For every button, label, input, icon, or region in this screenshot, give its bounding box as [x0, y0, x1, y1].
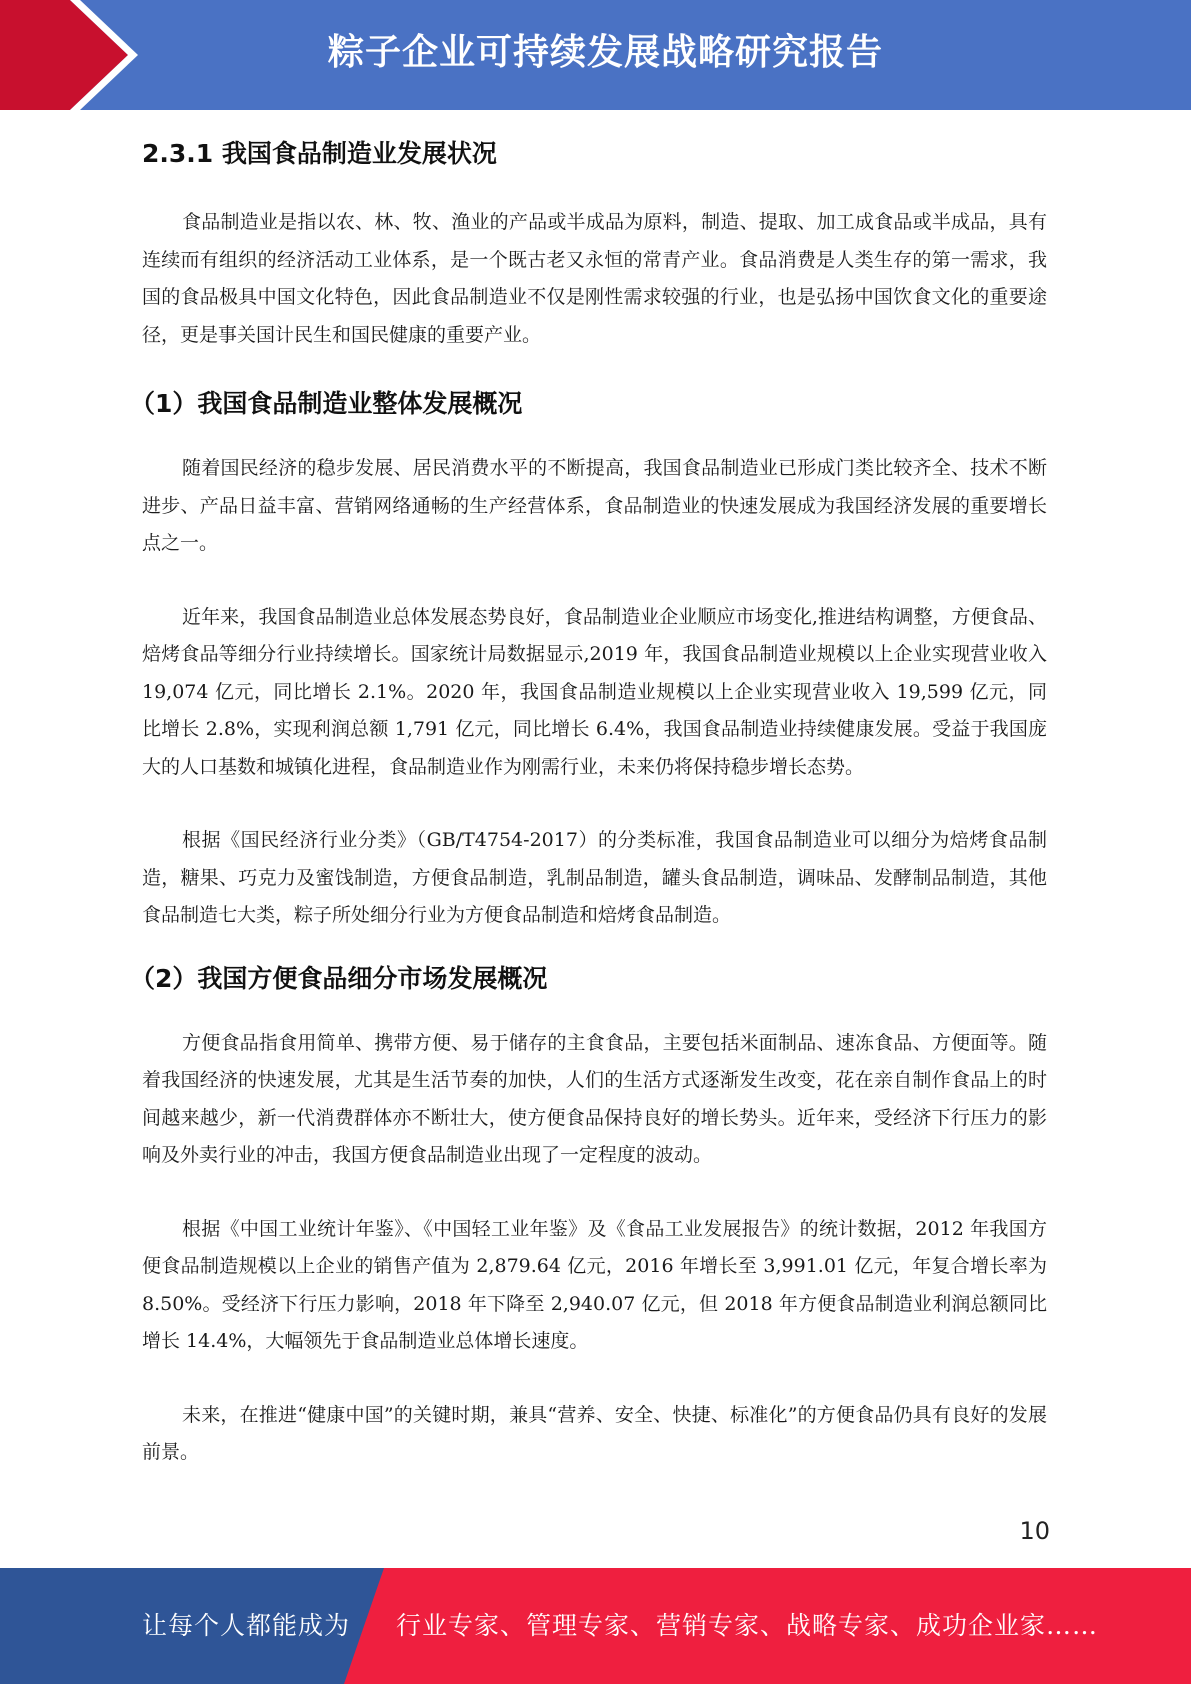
main-content	[130, 122, 1047, 1472]
paragraph: 随着国民经济的稳步发展、居民消费水平的不断提高，我国食品制造业已形成门类比较齐全、技术不断进步、产品日益丰富、营销网络通畅的生产经营体系，食品制造业的快速发展成为我国经济发展的重要增长点之一。	[142, 457, 1047, 554]
report-title: 粽子企业可持续发展战略研究报告	[327, 32, 883, 73]
page-footer	[0, 1568, 1191, 1684]
paragraph: 方便食品指食用简单、携带方便、易于储存的主食食品，主要包括米面制品、速冻食品、方便面等。随着我国经济的快速发展，尤其是生活节奏的加快，人们的生活方式逐渐发生改变，花在亲自制作食品上的时间越来越少，新一代消费群体亦不断壮大，使方便食品保持良好的增长势头。近年来，受经济下行压力的影响及外卖行业的冲击，我国方便食品制造业出现了一定程度的波动。	[142, 1031, 1047, 1166]
subsection-title-2: （2）我国方便食品细分市场发展概况	[130, 963, 548, 993]
paragraph: 根据《国民经济行业分类》（GB/T4754-2017）的分类标准，我国食品制造业可以细分为焙烤食品制造，糖果、巧克力及蜜饯制造，方便食品制造，乳制品制造，罐头食品制造，调味品、发酵制品制造，其他食品制造七大类，粽子所处细分行业为方便食品制造和焙烤食品制造。	[142, 829, 1047, 926]
page-number: 10	[1019, 1517, 1050, 1545]
paragraph: 未来，在推进“健康中国”的关键时期，兼具“营养、安全、快捷、标准化”的方便食品仍具有良好的发展前景。	[142, 1403, 1047, 1463]
paragraph: 根据《中国工业统计年鉴》、《中国轻工业年鉴》及《食品工业发展报告》的统计数据，2012 年我国方便食品制造规模以上企业的销售产值为 2,879.64 亿元，2016 年增长至 3,991.01 亿元，年复合增长率为 8.50%。受经济下行压力影响，2018 年下降至 2,940.07 亿元，但 2018 年方便食品制造业利润总额同比增长 14.4%，大幅领先于食品制造业总体增长速度。	[142, 1217, 1047, 1352]
section-intro-paragraph: 食品制造业是指以农、林、牧、渔业的产品或半成品为原料，制造、提取、加工成食品或半成品，具有连续而有组织的经济活动工业体系，是一个既古老又永恒的常青产业。食品消费是人类生存的第一需求，我国的食品极具中国文化特色，因此食品制造业不仅是刚性需求较强的行业，也是弘扬中国饮食文化的重要途径，更是事关国计民生和国民健康的重要产业。	[142, 211, 1047, 346]
footer-slogan-left: 让每个人都能成为	[142, 1611, 351, 1640]
subsection-title-1: （1）我国食品制造业整体发展概况	[130, 389, 523, 418]
section-title: 2.3.1 我国食品制造业发展状况	[142, 139, 497, 168]
footer-slogan-right: 行业专家、管理专家、营销专家、战略专家、成功企业家……	[396, 1611, 1099, 1640]
page-header	[0, 0, 1191, 110]
paragraph: 近年来，我国食品制造业总体发展态势良好，食品制造业企业顺应市场变化,推进结构调整，方便食品、焙烤食品等细分行业持续增长。国家统计局数据显示,2019 年，我国食品制造业规模以上企业实现营业收入 19,074 亿元，同比增长 2.1%。2020 年，我国食品制造业规模以上企业实现营业收入 19,599 亿元，同比增长 2.8%，实现利润总额 1,791 亿元，同比增长 6.4%，我国食品制造业持续健康发展。受益于我国庞大的人口基数和城镇化进程，食品制造业作为刚需行业，未来仍将保持稳步增长态势。	[142, 605, 1047, 778]
